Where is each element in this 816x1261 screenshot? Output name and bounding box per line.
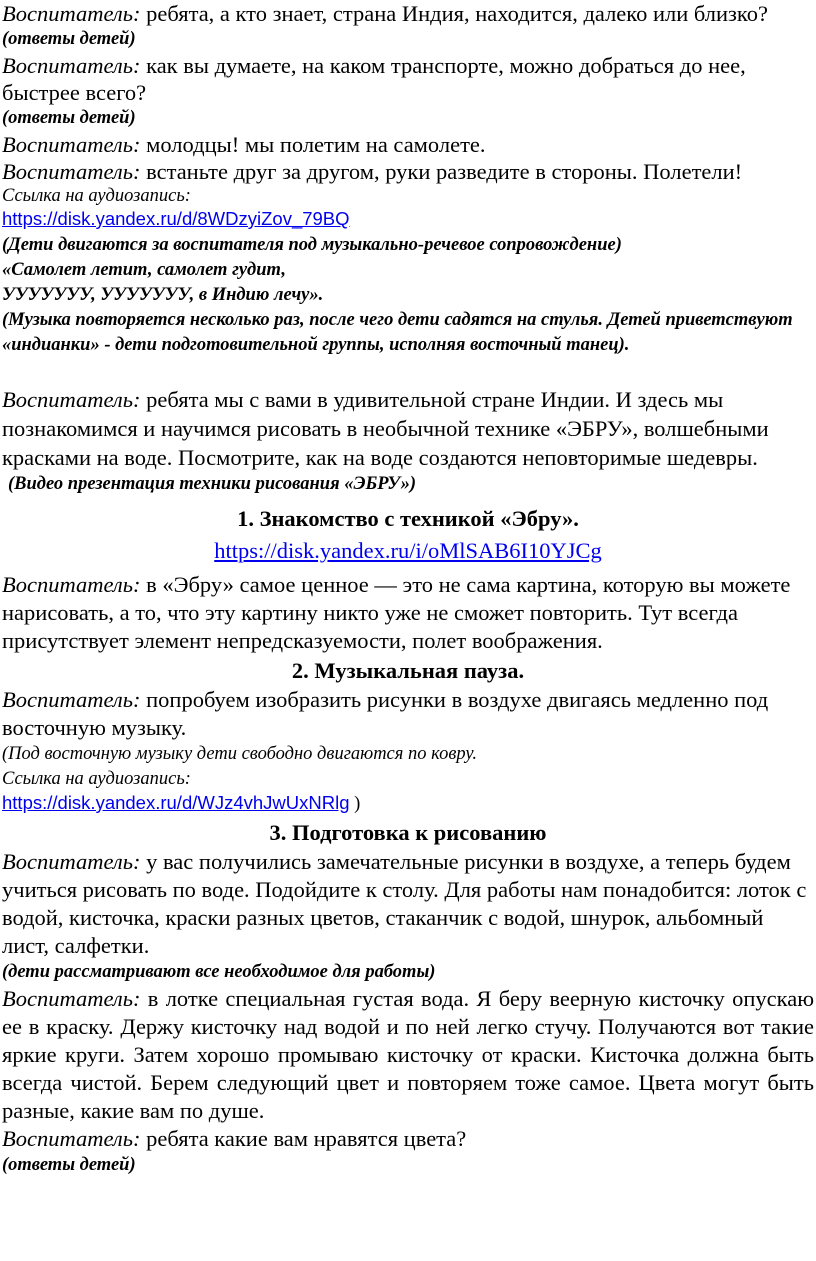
paragraph [2,1125,814,1153]
speaker-label: Воспитатель: [2,572,141,597]
paragraph [2,0,814,27]
children-answer: (ответы детей) [2,29,136,49]
paragraph-text: встаньте друг за другом, руки разведите в стороны. Полетели! [146,159,743,184]
paragraph [2,385,814,472]
audio-link[interactable]: https://disk.yandex.ru/d/WJz4vhJwUxNRlg [2,792,350,813]
paragraph-text: как вы думаете, на каком транспорте, можно добраться до нее, быстрее всего? [2,53,746,105]
link-close-paren: ) [349,794,361,814]
paragraph [2,571,814,655]
paragraph [2,158,814,185]
speaker-label: Воспитатель: [2,986,141,1011]
paragraph [2,131,814,158]
speaker-label: Воспитатель: [2,1,141,26]
paragraph-text: ребята какие вам нравятся цвета? [146,1126,467,1151]
spacer [2,358,814,385]
speaker-label: Воспитатель: [2,159,141,184]
section-heading: 3. Подготовка к рисованию [269,820,547,845]
paragraph-text: у вас получились замечательные рисунки в воздухе, а теперь будем учиться рисовать по воде. Подойдите к столу. Для работы нам понадобится: лоток с водой, кисточка, краски разных цветов, стаканчик с водой, шнурок, альбомный лист, салфетки. [2,849,807,958]
paragraph [2,52,814,106]
section-heading: 1. Знакомство с техникой «Эбру». [237,506,579,531]
stage-note: (Под восточную музыку дети свободно двигаются по ковру. [2,744,478,764]
paragraph-text: ребята мы с вами в удивительной стране Индии. И здесь мы познакомимся и научимся рисовать в необычной технике «ЭБРУ», волшебными красками на воде. Посмотрите, как на воде создаются неповторимые шедевры. [2,387,769,470]
children-answer: (ответы детей) [2,108,136,128]
poem-line: УУУУУУУ, УУУУУУУ, в Индию лечу». [2,285,324,305]
speaker-label: Воспитатель: [2,132,141,157]
video-link[interactable]: https://disk.yandex.ru/i/oMlSAB6I10YJCg [214,538,602,563]
audio-link[interactable]: https://disk.yandex.ru/d/8WDzyiZov_79BQ [2,208,350,229]
stage-note: (Музыка повторяется несколько раз, после чего дети садятся на стулья. Детей приветствуют «индианки» - дети подготовительной группы, исполняя восточный танец). [2,310,793,355]
paragraph [2,985,814,1125]
speaker-label: Воспитатель: [2,387,141,412]
paragraph-text: в лотке специальная густая вода. Я беру веерную кисточку опускаю ее в краску. Держу кисточку над водой и по ней легко стучу. Получаются вот такие яркие круги. Затем хорошо промываю кисточку от краски. Кисточка должна быть всегда чистой. Берем следующий цвет и повторяем тоже самое. Цвета могут быть разные, какие вам по душе. [2,986,814,1123]
stage-note: (Дети двигаются за воспитателя под музыкально-речевое сопровождение) [2,235,622,255]
poem-line: «Самолет летит, самолет гудит, [2,260,286,280]
audio-label: Ссылка на аудиозапись: [2,186,191,206]
speaker-label: Воспитатель: [2,849,141,874]
speaker-label: Воспитатель: [2,1126,141,1151]
paragraph-text: в «Эбру» самое ценное — это не сама картина, которую вы можете нарисовать, а то, что эту картину никто уже не сможет повторить. Тут всегда присутствует элемент непредсказуемости, полет воображения. [2,572,791,653]
video-link-line [2,534,814,571]
speaker-label: Воспитатель: [2,53,141,78]
paragraph [2,686,814,742]
section-heading: 2. Музыкальная пауза. [291,658,525,683]
audio-label: Ссылка на аудиозапись: [2,769,191,789]
paragraph-text: ребята, а кто знает, страна Индия, находится, далеко или близко? [146,1,768,26]
stage-note: (дети рассматривают все необходимое для работы) [2,962,436,982]
paragraph-text: попробуем изобразить рисунки в воздухе двигаясь медленно под восточную музыку. [2,687,769,740]
paragraph [2,848,814,960]
children-answer: (ответы детей) [2,1155,136,1175]
video-note: (Видео презентация техники рисования «ЭБРУ») [8,474,417,494]
paragraph-text: молодцы! мы полетим на самолете. [146,132,486,157]
speaker-label: Воспитатель: [2,687,141,712]
